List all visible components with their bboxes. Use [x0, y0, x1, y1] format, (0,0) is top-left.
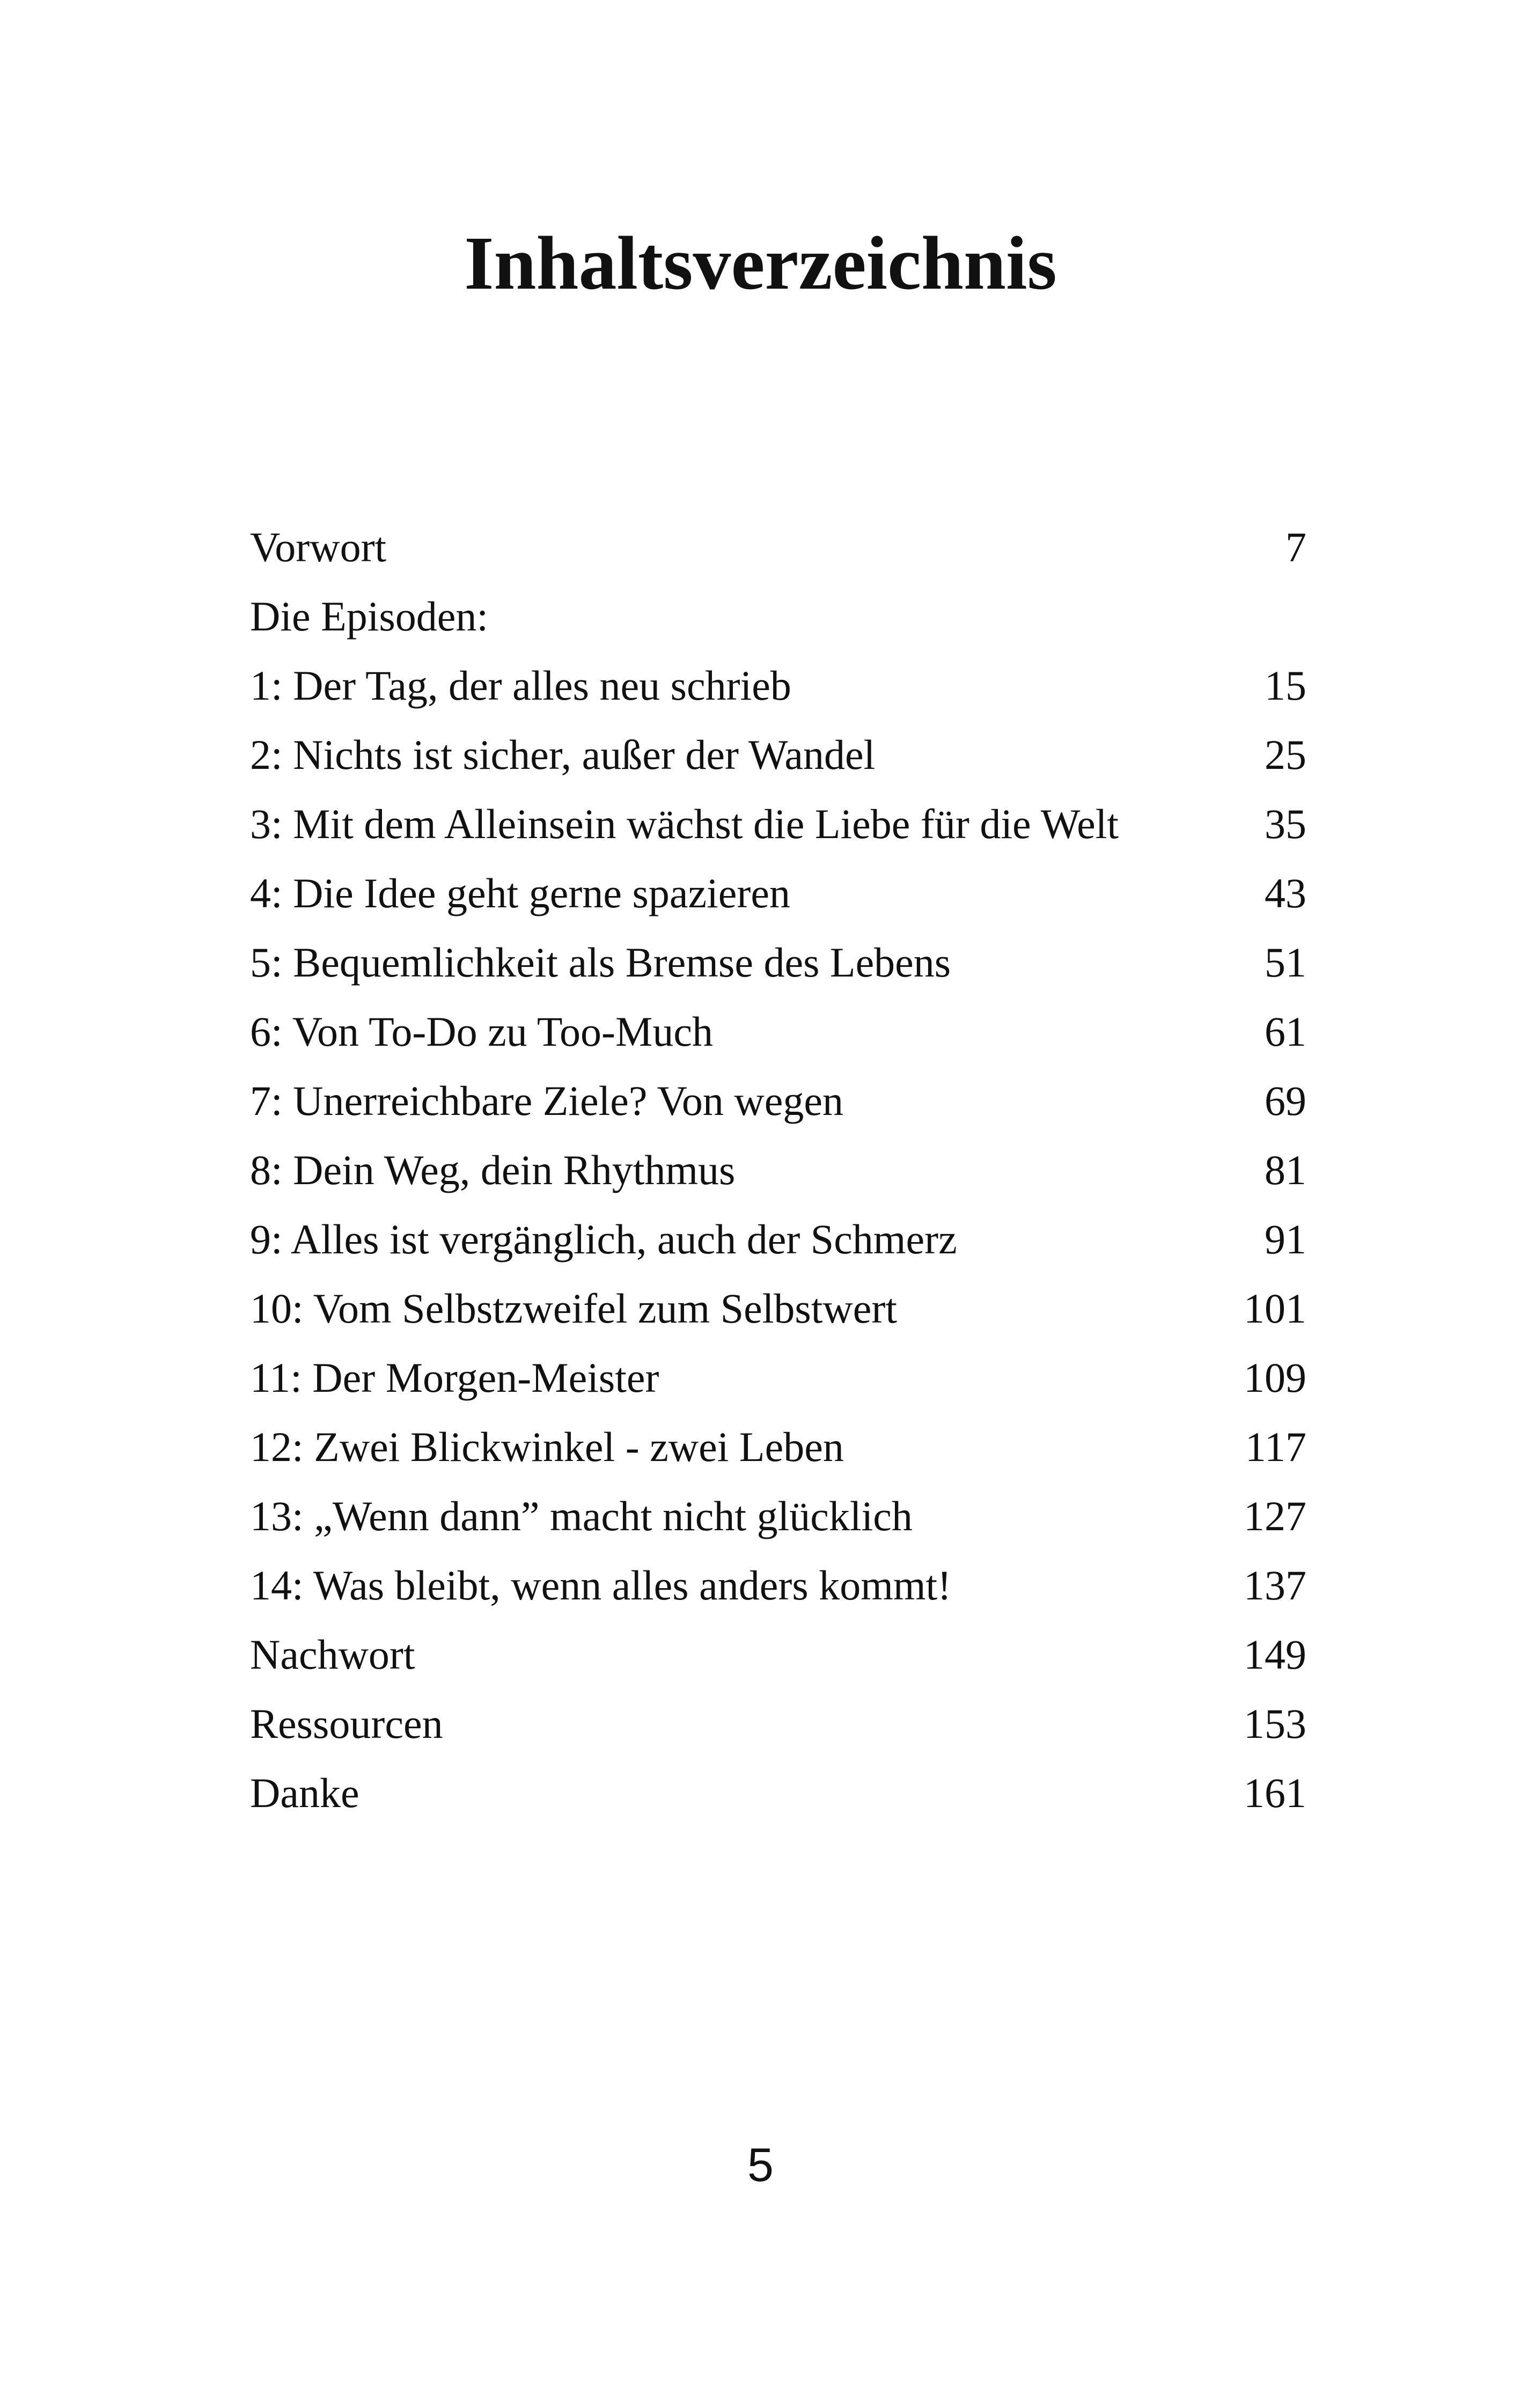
toc-entry-page: 149 [1244, 1631, 1306, 1678]
toc-entry-label: 8: Dein Weg, dein Rhythmus [250, 1147, 736, 1193]
toc-entry-page: 91 [1265, 1216, 1306, 1262]
toc-entry-episode-10 [250, 1274, 1306, 1343]
toc-entry-page: 153 [1244, 1700, 1306, 1747]
toc-entry-danke [250, 1758, 1306, 1827]
toc-entry-label: 2: Nichts ist sicher, außer der Wandel [250, 731, 876, 778]
toc-entry-vorwort [250, 512, 1306, 582]
toc-entry-label: Die Episoden: [250, 593, 489, 640]
toc-entry-ressourcen [250, 1689, 1306, 1758]
toc-entry-page: 15 [1265, 662, 1306, 709]
toc-entry-page: 81 [1265, 1147, 1306, 1193]
table-of-contents [250, 512, 1306, 1827]
toc-entry-nachwort [250, 1620, 1306, 1689]
toc-entry-episode-4 [250, 858, 1306, 928]
page-title: Inhaltsverzeichnis [464, 221, 1057, 305]
toc-entry-label: 5: Bequemlichkeit als Bremse des Lebens [250, 939, 951, 986]
toc-entry-label: 6: Von To-Do zu Too-Much [250, 1008, 713, 1055]
toc-entry-episode-8 [250, 1135, 1306, 1205]
toc-entry-page: 109 [1244, 1354, 1306, 1401]
toc-section-heading [250, 582, 1306, 651]
toc-entry-episode-14 [250, 1551, 1306, 1620]
toc-entry-page: 51 [1265, 939, 1306, 986]
toc-entry-episode-3 [250, 789, 1306, 858]
toc-entry-label: 11: Der Morgen-Meister [250, 1354, 659, 1401]
toc-entry-label: 7: Unerreichbare Ziele? Von wegen [250, 1077, 843, 1124]
toc-entry-page: 25 [1265, 731, 1306, 778]
toc-entry-label: 1: Der Tag, der alles neu schrieb [250, 662, 791, 709]
toc-entry-page: 61 [1265, 1008, 1306, 1055]
toc-entry-label: 10: Vom Selbstzweifel zum Selbstwert [250, 1285, 897, 1332]
toc-entry-episode-9 [250, 1205, 1306, 1274]
toc-entry-episode-13 [250, 1481, 1306, 1551]
toc-entry-episode-5 [250, 928, 1306, 997]
page-number: 5 [747, 2138, 774, 2191]
toc-entry-episode-12 [250, 1412, 1306, 1481]
toc-entry-label: 9: Alles ist vergänglich, auch der Schmerz [250, 1216, 957, 1262]
toc-entry-label: Danke [250, 1770, 359, 1816]
toc-entry-label: 4: Die Idee geht gerne spazieren [250, 870, 790, 916]
toc-entry-episode-1 [250, 651, 1306, 720]
toc-entry-page: 161 [1244, 1770, 1306, 1816]
toc-entry-episode-2 [250, 720, 1306, 789]
toc-entry-episode-11 [250, 1343, 1306, 1412]
toc-entry-page: 7 [1285, 524, 1306, 570]
toc-entry-page: 101 [1244, 1285, 1306, 1332]
toc-entry-label: Nachwort [250, 1631, 415, 1678]
toc-entry-page: 43 [1265, 870, 1306, 916]
toc-entry-label: Vorwort [250, 524, 387, 570]
toc-entry-page: 137 [1244, 1562, 1306, 1609]
toc-entry-label: 14: Was bleibt, wenn alles anders kommt! [250, 1562, 952, 1609]
toc-entry-episode-7 [250, 1066, 1306, 1135]
toc-entry-page: 117 [1245, 1423, 1306, 1470]
toc-entry-label: 12: Zwei Blickwinkel - zwei Leben [250, 1423, 844, 1470]
toc-entry-label: 3: Mit dem Alleinsein wächst die Liebe für die Welt [250, 801, 1119, 847]
toc-entry-label: Ressourcen [250, 1700, 443, 1747]
toc-entry-episode-6 [250, 997, 1306, 1066]
toc-entry-label: 13: „Wenn dann” macht nicht glücklich [250, 1493, 913, 1539]
toc-entry-page: 35 [1265, 801, 1306, 847]
toc-entry-page: 69 [1265, 1077, 1306, 1124]
toc-entry-page: 127 [1244, 1493, 1306, 1539]
